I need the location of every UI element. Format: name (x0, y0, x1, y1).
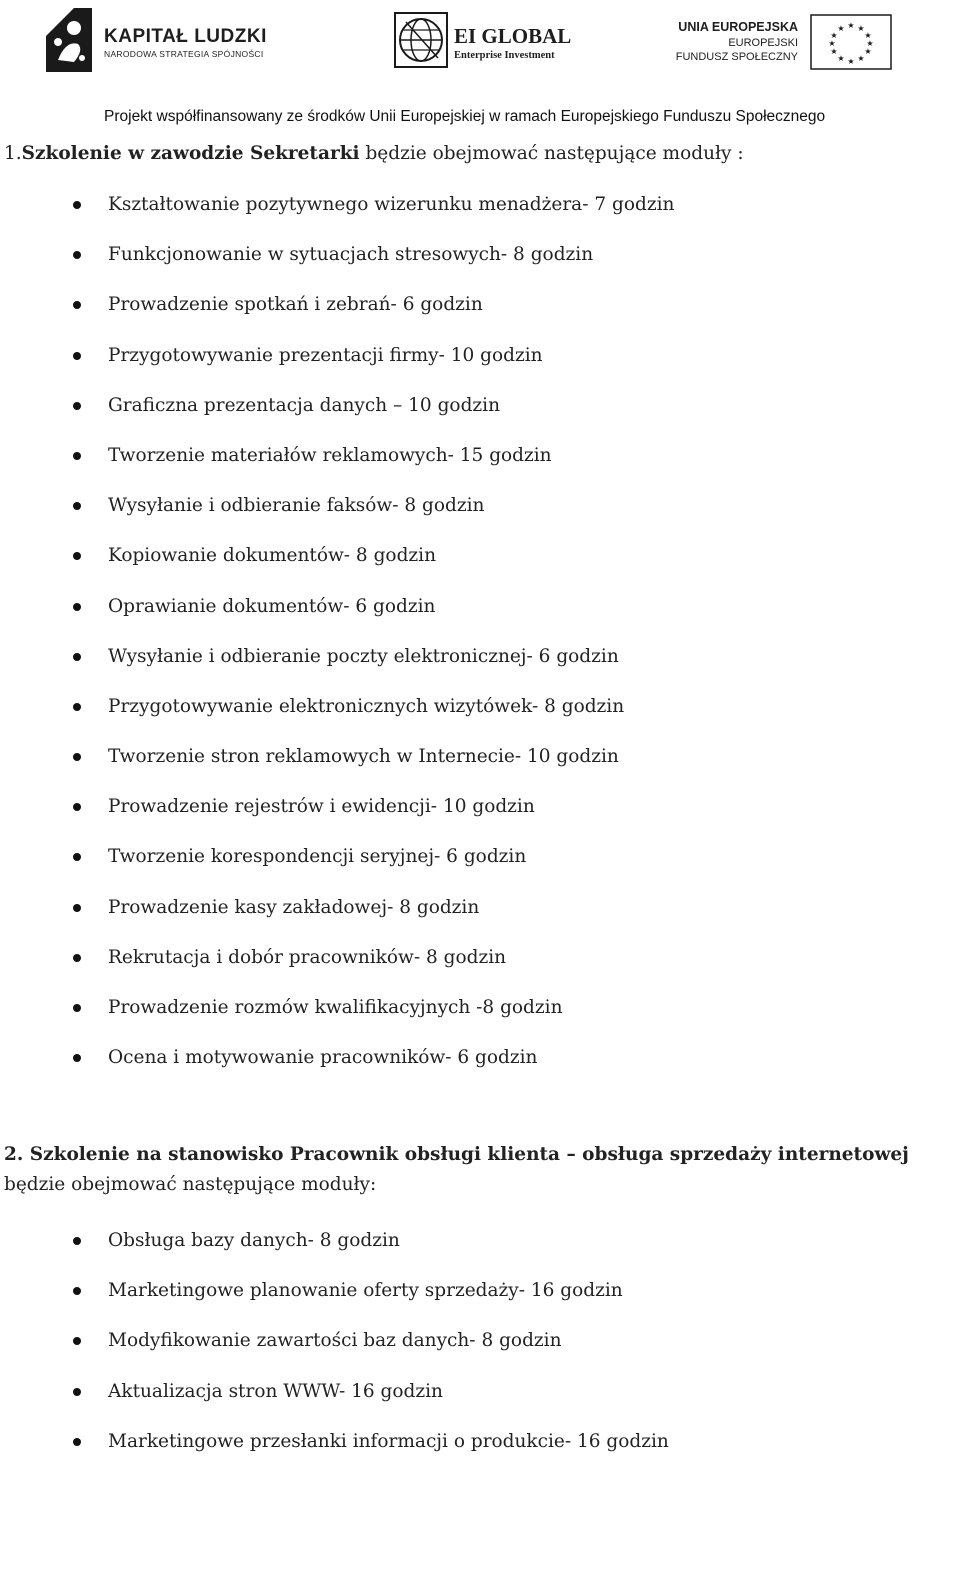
list-item-label: Przygotowywanie elektronicznych wizytówek- 8 godzin (108, 695, 625, 717)
bullet-icon (73, 1054, 81, 1062)
project-cofinancing-line: Projekt współfinansowany ze środków Unii Europejskiej w ramach Europejskiego Funduszu Społecznego (104, 108, 826, 125)
list-item-label: Prowadzenie rozmów kwalifikacyjnych -8 godzin (108, 997, 563, 1018)
bullet-icon (73, 301, 81, 309)
bullet-icon (73, 904, 81, 912)
svg-text:★: ★ (837, 24, 845, 33)
svg-text:★: ★ (864, 47, 872, 56)
list-item-label: Kopiowanie dokumentów- 8 godzin (108, 545, 436, 567)
list-item-label: Ocena i motywowanie pracowników- 6 godzin (108, 1047, 538, 1069)
bullet-icon (73, 603, 81, 611)
eu-logo-line1: UNIA EUROPEJSKA (678, 20, 798, 34)
section1-title: Szkolenie w zawodzie Sekretarki (21, 143, 360, 164)
bullet-icon (73, 753, 81, 761)
section1-heading-rest: będzie obejmować następujące moduły : (359, 143, 744, 164)
list-item-label: Aktualizacja stron WWW- 16 godzin (108, 1380, 443, 1402)
bullet-icon (73, 352, 81, 360)
list-item-label: Tworzenie stron reklamowych w Internecie- 10 godzin (108, 746, 619, 768)
bullet-icon (73, 653, 81, 661)
bullet-icon (73, 502, 81, 510)
eu-logo-line3: FUNDUSZ SPOŁECZNY (675, 51, 798, 63)
bullet-icon (73, 1237, 81, 1245)
list-item-label: Funkcjonowanie w sytuacjach stresowych- 8 godzin (108, 244, 594, 266)
eu-flag-icon (810, 14, 892, 70)
bullet-icon (73, 452, 81, 460)
eu-logo (675, 14, 900, 74)
list-item-label: Graficzna prezentacja danych – 10 godzin (108, 394, 500, 416)
section2-title: 2. Szkolenie na stanowisko Pracownik obsługi klienta – obsługa sprzedaży internetowej (4, 1144, 909, 1165)
bullet-icon (73, 251, 81, 259)
bullet-icon (73, 1287, 81, 1295)
ei-global-logo (394, 12, 574, 72)
kapital-ludzki-emblem-icon (44, 6, 94, 72)
svg-text:★: ★ (847, 21, 855, 30)
bullet-icon (73, 853, 81, 861)
section2-heading (4, 1140, 954, 1200)
svg-text:★: ★ (830, 31, 838, 40)
bullet-icon (73, 402, 81, 410)
bullet-icon (73, 552, 81, 560)
list-item-label: Prowadzenie kasy zakładowej- 8 godzin (108, 896, 480, 918)
svg-text:★: ★ (857, 24, 865, 33)
kapital-ludzki-name: KAPITAŁ LUDZKI (104, 26, 267, 47)
list-item-label: Prowadzenie rejestrów i ewidencji- 10 godzin (108, 796, 535, 818)
eu-logo-line2: EUROPEJSKI (728, 37, 798, 49)
kapital-ludzki-logo (44, 6, 284, 74)
bullet-icon (73, 803, 81, 811)
list-item-label: Przygotowywanie prezentacji firmy- 10 godzin (108, 344, 543, 366)
list-item-label: Wysyłanie i odbieranie poczty elektronicznej- 6 godzin (108, 645, 619, 667)
list-item-label: Obsługa bazy danych- 8 godzin (108, 1230, 400, 1251)
section2-heading-rest: będzie obejmować następujące moduły: (4, 1174, 377, 1195)
svg-text:★: ★ (828, 39, 836, 48)
bullet-icon (73, 954, 81, 962)
svg-text:★: ★ (857, 54, 865, 63)
list-item-label: Prowadzenie spotkań i zebrań- 6 godzin (108, 294, 483, 316)
ei-global-subtitle: Enterprise Investment (454, 50, 555, 61)
globe-icon (394, 12, 448, 68)
bullet-icon (73, 1438, 81, 1446)
list-item-label: Wysyłanie i odbieranie faksów- 8 godzin (108, 495, 485, 517)
bullet-icon (73, 703, 81, 711)
list-item-label: Modyfikowanie zawartości baz danych- 8 godzin (108, 1330, 562, 1352)
list-item-label: Marketingowe przesłanki informacji o produkcie- 16 godzin (108, 1430, 669, 1452)
list-item-label: Rekrutacja i dobór pracowników- 8 godzin (108, 946, 507, 968)
svg-text:★: ★ (864, 31, 872, 40)
section1-number: 1. (4, 143, 22, 164)
section1-heading (4, 143, 744, 164)
bullet-icon (73, 201, 81, 209)
ei-global-name: EI GLOBAL (454, 24, 572, 48)
list-item-label: Tworzenie materiałów reklamowych- 15 godzin (108, 444, 552, 466)
list-item-label: Oprawianie dokumentów- 6 godzin (108, 595, 436, 617)
svg-text:★: ★ (837, 54, 845, 63)
list-item-label: Tworzenie korespondencji seryjnej- 6 godzin (108, 846, 527, 868)
svg-text:★: ★ (830, 47, 838, 56)
svg-text:★: ★ (847, 57, 855, 66)
list-item-label: Kształtowanie pozytywnego wizerunku menadżera- 7 godzin (108, 194, 675, 215)
svg-text:★: ★ (866, 39, 874, 48)
bullet-icon (73, 1337, 81, 1345)
bullet-icon (73, 1004, 81, 1012)
bullet-icon (73, 1388, 81, 1396)
list-item-label: Marketingowe planowanie oferty sprzedaży- 16 godzin (108, 1280, 623, 1302)
kapital-ludzki-subtitle: NARODOWA STRATEGIA SPÓJNOŚCI (104, 49, 264, 59)
